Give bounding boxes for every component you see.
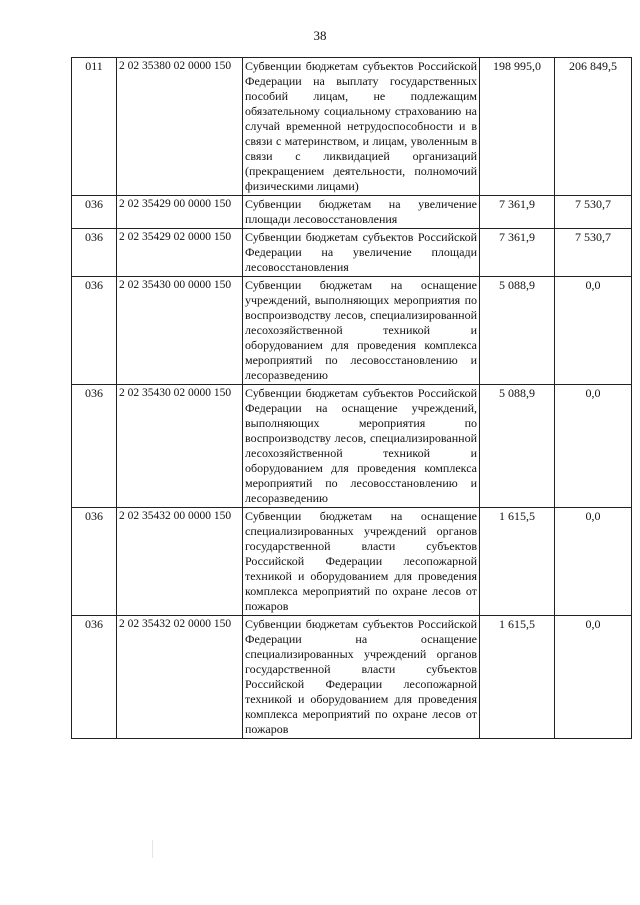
description-cell: Субвенции бюджетам субъектов Российской Федерации на оснащение учреждений, выполняющих мероприятия по воспроизводству лесов, специализированной лесохозяйственной техникой и оборудованием для проведения комплекса мероприятий по лесовосстановлению и лесоразведению xyxy=(243,385,480,508)
budget-classification-code-cell: 2 02 35432 02 0000 150 xyxy=(117,616,243,739)
page-number: 38 xyxy=(313,28,327,43)
amount-second-year-cell: 206 849,5 xyxy=(555,58,632,196)
amount-first-year-cell: 5 088,9 xyxy=(480,277,555,385)
amount-second-year-cell: 7 530,7 xyxy=(555,196,632,229)
admin-code-cell: 036 xyxy=(72,196,117,229)
budget-revenue-table xyxy=(71,57,632,739)
budget-classification-code-cell: 2 02 35432 00 0000 150 xyxy=(117,508,243,616)
budget-classification-code-cell: 2 02 35429 00 0000 150 xyxy=(117,196,243,229)
amount-second-year-cell: 0,0 xyxy=(555,508,632,616)
amount-first-year-cell: 1 615,5 xyxy=(480,616,555,739)
admin-code-cell: 011 xyxy=(72,58,117,196)
budget-classification-code-cell: 2 02 35429 02 0000 150 xyxy=(117,229,243,277)
table-row xyxy=(72,616,632,739)
amount-second-year-cell: 0,0 xyxy=(555,277,632,385)
budget-classification-code-cell: 2 02 35380 02 0000 150 xyxy=(117,58,243,196)
table-row xyxy=(72,385,632,508)
amount-first-year-cell: 7 361,9 xyxy=(480,196,555,229)
amount-first-year-cell: 5 088,9 xyxy=(480,385,555,508)
admin-code-cell: 036 xyxy=(72,508,117,616)
admin-code-cell: 036 xyxy=(72,229,117,277)
admin-code-cell: 036 xyxy=(72,385,117,508)
amount-second-year-cell: 7 530,7 xyxy=(555,229,632,277)
scan-artifact-mark xyxy=(152,840,153,858)
table-row xyxy=(72,508,632,616)
table-row xyxy=(72,229,632,277)
description-cell: Субвенции бюджетам на оснащение учреждений, выполняющих мероприятия по воспроизводству лесов, специализированной лесохозяйственной техникой и оборудованием для проведения комплекса мероприятий по лесовосстановлению и лесоразведению xyxy=(243,277,480,385)
description-cell: Субвенции бюджетам субъектов Российской Федерации на выплату государственных пособий лицам, не подлежащим обязательному социальному страхованию на случай временной нетрудоспособности и в связи с материнством, и лицам, уволенным в связи с ликвидацией организаций (прекращением деятельности, полномочий физическими лицами) xyxy=(243,58,480,196)
table-row xyxy=(72,196,632,229)
description-cell: Субвенции бюджетам на оснащение специализированных учреждений органов государственной власти субъектов Российской Федерации лесопожарной техникой и оборудованием для проведения комплекса мероприятий по охране лесов от пожаров xyxy=(243,508,480,616)
admin-code-cell: 036 xyxy=(72,277,117,385)
description-cell: Субвенции бюджетам на увеличение площади лесовосстановления xyxy=(243,196,480,229)
amount-second-year-cell: 0,0 xyxy=(555,385,632,508)
amount-second-year-cell: 0,0 xyxy=(555,616,632,739)
budget-classification-code-cell: 2 02 35430 02 0000 150 xyxy=(117,385,243,508)
amount-first-year-cell: 7 361,9 xyxy=(480,229,555,277)
description-cell: Субвенции бюджетам субъектов Российской Федерации на оснащение специализированных учреждений органов государственной власти субъектов Российской Федерации лесопожарной техникой и оборудованием для проведения комплекса мероприятий по охране лесов от пожаров xyxy=(243,616,480,739)
table-row xyxy=(72,277,632,385)
table-row xyxy=(72,58,632,196)
amount-first-year-cell: 1 615,5 xyxy=(480,508,555,616)
admin-code-cell: 036 xyxy=(72,616,117,739)
amount-first-year-cell: 198 995,0 xyxy=(480,58,555,196)
description-cell: Субвенции бюджетам субъектов Российской Федерации на увеличение площади лесовосстановления xyxy=(243,229,480,277)
budget-classification-code-cell: 2 02 35430 00 0000 150 xyxy=(117,277,243,385)
